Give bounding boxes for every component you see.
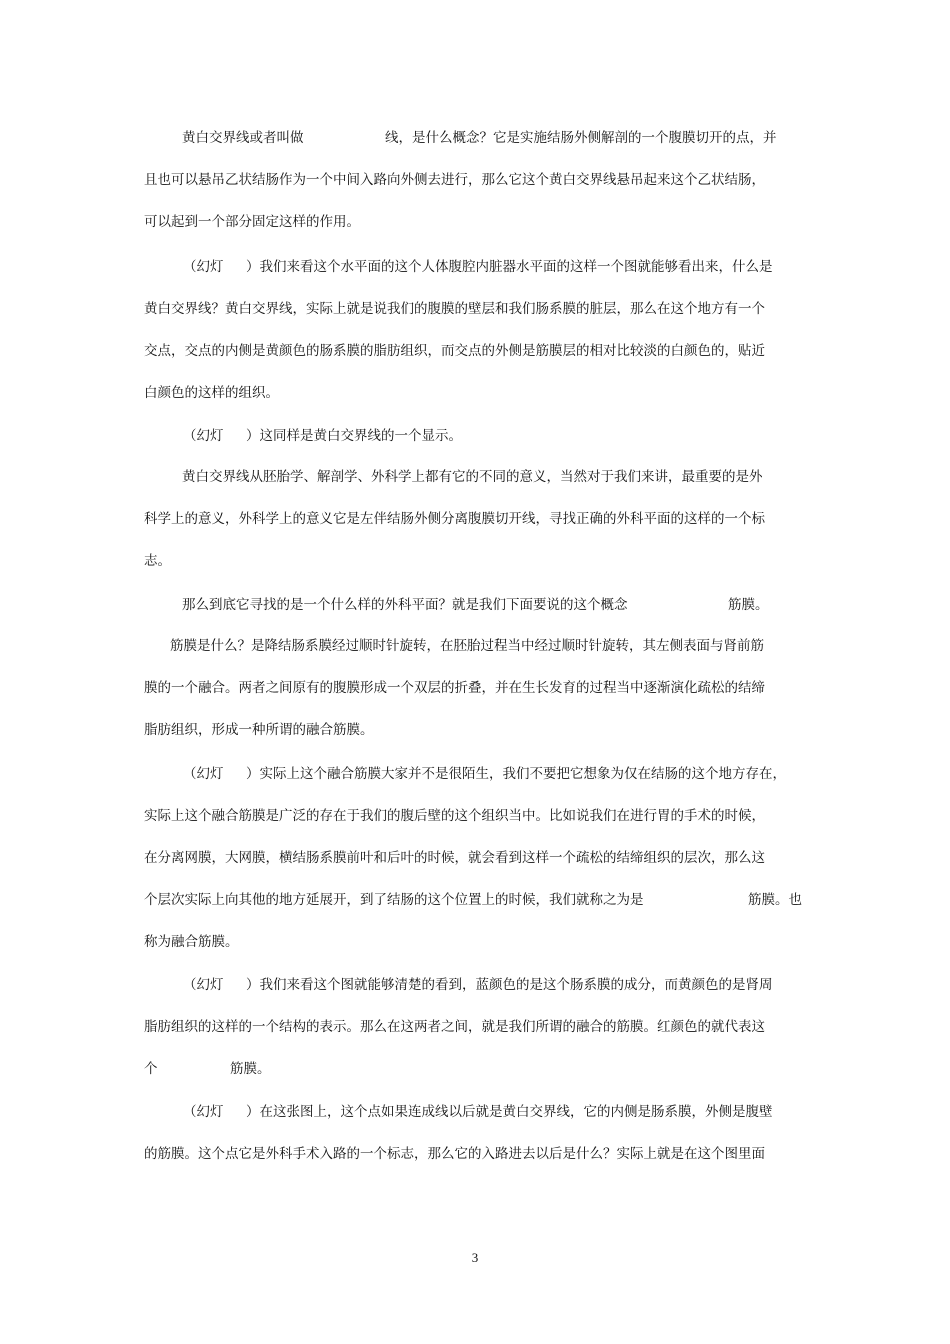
text-line [144,720,374,740]
text-segment: 科学上的意义，外科学上的意义它是左伴结肠外侧分离腹膜切开线，寻找正确的外科平面的这样的一个标 [144,511,765,527]
text-line [144,383,279,403]
text-segment: 个 [144,1061,158,1077]
text-segment: 膜的一个融合。两者之间原有的腹膜形成一个双层的折叠，并在生长发育的过程当中逐渐演化疏松的结缔 [144,680,765,696]
text-segment: 且也可以悬吊乙状结肠作为一个中间入路向外侧去进行，那么它这个黄白交界线悬吊起来这个乙状结肠， [144,172,765,188]
text-segment: ）我们来看这个水平面的这个人体腹腔内脏器水平面的这样一个图就能够看出来，什么是 [246,259,773,275]
text-segment: 个层次实际上向其他的地方延展开，到了结肠的这个位置上的时候，我们就称之为是 [144,892,644,908]
text-line [144,212,360,232]
text-line [144,848,765,868]
text-line [144,299,765,319]
text-segment: 那么到底它寻找的是一个什么样的外科平面？就是我们下面要说的这个概念 [182,597,628,613]
text-segment: 黄白交界线？黄白交界线，实际上就是说我们的腹膜的壁层和我们肠系膜的脏层，那么在这个地方有一个 [144,301,765,317]
text-line [144,1144,765,1164]
text-segment: 交点，交点的内侧是黄颜色的肠系膜的脂肪组织，而交点的外侧是筋膜层的相对比较淡的白颜色的，贴近 [144,343,765,359]
text-line [182,467,763,487]
text-segment: 在分离网膜，大网膜，横结肠系膜前叶和后叶的时候，就会看到这样一个疏松的结缔组织的层次，那么这 [144,850,765,866]
text-segment: 筋膜。 [230,1061,271,1077]
text-segment: 可以起到一个部分固定这样的作用。 [144,214,360,230]
text-segment: 实际上这个融合筋膜是广泛的存在于我们的腹后壁的这个组织当中。比如说我们在进行胃的手术的时候， [144,808,765,824]
text-line [144,509,765,529]
slide-marker: （幻灯 [183,1104,224,1120]
text-segment: 筋膜。 [728,597,769,613]
text-segment: 筋膜。也 [748,892,802,908]
text-segment: 脂肪组织的这样的一个结构的表示。那么在这两者之间，就是我们所谓的融合的筋膜。红颜色的就代表这 [144,1019,765,1035]
text-line [144,806,765,826]
slide-marker: （幻灯 [183,766,224,782]
text-segment: ）我们来看这个图就能够清楚的看到，蓝颜色的是这个肠系膜的成分，而黄颜色的是肾周 [246,977,773,993]
text-segment: 称为融合筋膜。 [144,934,239,950]
text-line [144,1017,765,1037]
page-number: 3 [471,1250,479,1265]
text-segment: ）在这张图上，这个点如果连成线以后就是黄白交界线，它的内侧是肠系膜，外侧是腹壁 [246,1104,773,1120]
text-segment: 的筋膜。这个点它是外科手术入路的一个标志，那么它的入路进去以后是什么？实际上就是在这个图里面 [144,1146,765,1162]
text-segment: ）实际上这个融合筋膜大家并不是很陌生，我们不要把它想象为仅在结肠的这个地方存在， [246,766,786,782]
text-line [144,678,765,698]
text-line [144,932,239,952]
text-line [144,551,171,571]
text-segment: 白颜色的这样的组织。 [144,385,279,401]
text-segment: 黄白交界线从胚胎学、解剖学、外科学上都有它的不同的意义，当然对于我们来讲，最重要的是外 [182,469,763,485]
text-line [144,170,765,190]
text-line [144,341,765,361]
text-segment: 黄白交界线或者叫做 [182,130,304,146]
text-segment: 筋膜是什么？是降结肠系膜经过顺时针旋转，在胚胎过程当中经过顺时针旋转，其左侧表面与肾前筋 [170,638,764,654]
text-line [170,636,764,656]
slide-marker: （幻灯 [183,259,224,275]
slide-marker: （幻灯 [183,977,224,993]
text-segment: 线，是什么概念？它是实施结肠外侧解剖的一个腹膜切开的点，并 [385,130,777,146]
text-segment: 脂肪组织，形成一种所谓的融合筋膜。 [144,722,374,738]
slide-marker: （幻灯 [183,428,224,444]
text-segment: 志。 [144,553,171,569]
text-segment: ）这同样是黄白交界线的一个显示。 [246,428,462,444]
